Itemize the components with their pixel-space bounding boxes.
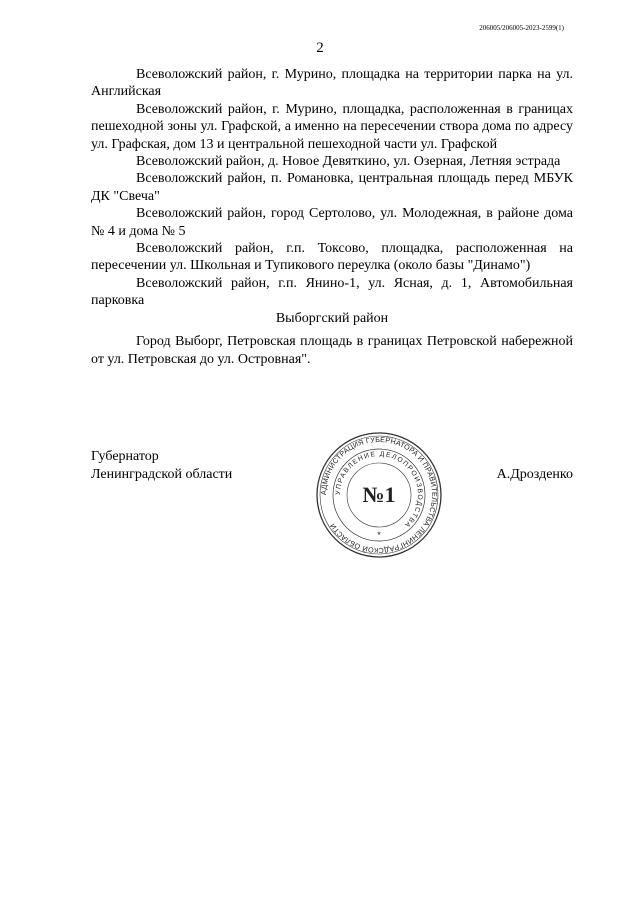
- paragraph: Всеволожский район, д. Новое Девяткино, ул. Озерная, Летняя эстрада: [136, 154, 561, 170]
- paragraph: Город Выборг, Петровская площадь в границах Петровской набережной от ул. Петровская до ул. Островная".: [91, 334, 573, 367]
- seal-outer-text: АДМИНИСТРАЦИЯ ГУБЕРНАТОРА И ПРАВИТЕЛЬСТВА ЛЕНИНГРАДСКОЙ ОБЛАСТИ: [318, 434, 440, 556]
- paragraph: Всеволожский район, г. Мурино, площадка на территории парка на ул. Английская: [91, 67, 573, 100]
- page-number: 2: [316, 40, 324, 56]
- document-registration-number: 206005/206005-2023-2599(1): [479, 24, 564, 32]
- paragraph: Всеволожский район, город Сертолово, ул. Молодежная, в районе дома № 4 и дома № 5: [91, 206, 573, 239]
- paragraph: Всеволожский район, п. Романовка, центральная площадь перед МБУК ДК "Свеча": [91, 171, 573, 204]
- document-body: [91, 66, 573, 368]
- seal-center-number: №1: [362, 482, 396, 507]
- seal-inner-text: УПРАВЛЕНИЕ ДЕЛОПРОИЗВОДСТВА: [334, 450, 424, 529]
- paragraph: Всеволожский район, г.п. Янино-1, ул. Ясная, д. 1, Автомобильная парковка: [91, 275, 573, 309]
- section-heading-vyborg: Выборгский район: [275, 310, 389, 326]
- seal-star: *: [377, 530, 381, 540]
- official-seal-stamp: [314, 430, 444, 560]
- paragraph: Всеволожский район, г.п. Токсово, площадка, расположенная на пересечении ул. Школьная и Тупикового переулка (около базы "Динамо"): [91, 241, 573, 274]
- paragraph: Всеволожский район, г. Мурино, площадка, расположенная в границах пешеходной зоны ул. Графской, а именно на пересечении створа дома по адресу ул. Графская, дом 13 и центральной пешеходной части ул. Графской: [91, 101, 573, 152]
- signatory-title-line: Губернатор: [91, 449, 159, 464]
- signatory-title: [91, 448, 232, 484]
- signatory-title-line: Ленинградской области: [91, 467, 233, 482]
- signatory-name: А.Дрозденко: [496, 467, 573, 482]
